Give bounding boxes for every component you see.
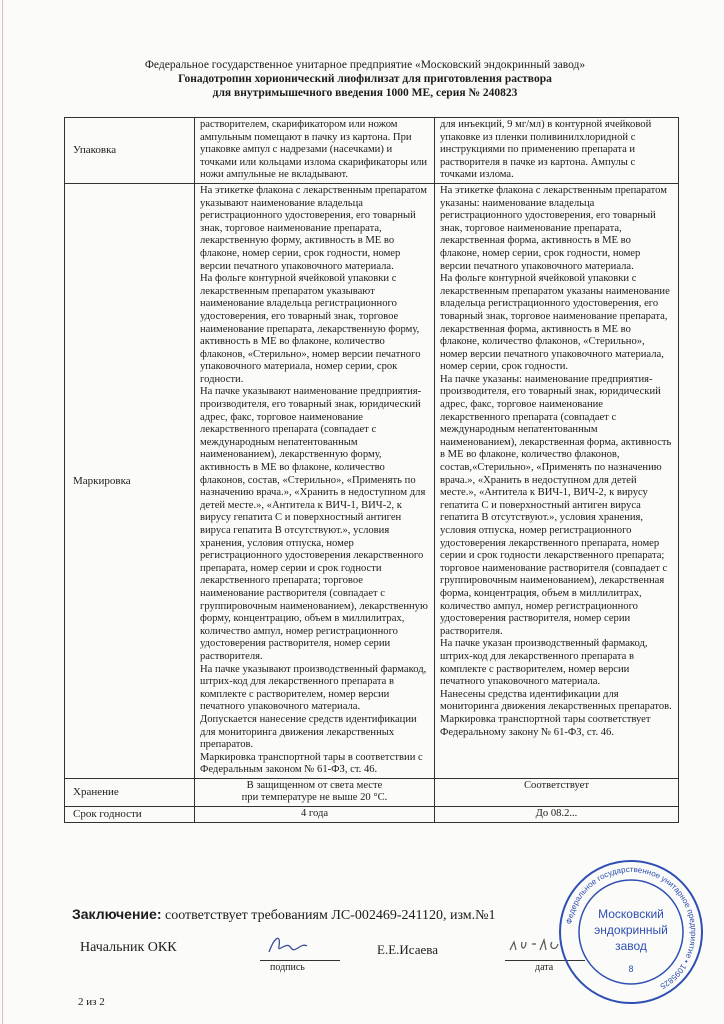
stamp-line2: эндокринный bbox=[594, 923, 668, 937]
row-label: Маркировка bbox=[65, 183, 195, 778]
paragraph: На фольге контурной ячейковой упаковки с лекарственным препаратом указаны наименование владельца регистрационного удостоверения, его товарный знак, торговое наименование препарата, лекарственная форма, активность в МЕ во флаконе, количество флаконов, «Стерильно», номер версии печатного упаковочного материала, номер серии, срок годности. bbox=[440, 273, 670, 373]
signer-position: Начальник ОКК bbox=[80, 940, 177, 955]
round-stamp bbox=[557, 858, 705, 1006]
table-row-markirovka bbox=[65, 183, 679, 778]
stamp-line1: Московский bbox=[598, 907, 664, 921]
paragraph: На пачке указывают наименование предприятия-производителя, его товарный знак, юридический адрес, факс, торговое наименование лекарственного препарата (совпадает с международным непатентованным наименованием), лекарственную форму, активность в МЕ во флаконе, количество флаконов, состав, «Стерильно», «Применять по назначению врача.», «Хранить в недоступном для детей месте.», «Антитела к ВИЧ-1, ВИЧ-2, к вирусу гепатита С и поверхностный антиген вируса гепатита В отсутствуют.», условия хранения, условия отпуска, номер регистрационного удостоверения лекарственного препарата, номер серии и срок годности лекарственного препарата; торговое наименование растворителя (совпадает с группировочным наименованием), лекарственную форму, концентрацию, объем в миллилитрах, количество ампул, номер регистрационного удостоверения растворителя, номер серии растворителя. bbox=[200, 386, 428, 662]
header-series: для внутримышечного введения 1000 МЕ, серия № 240823 bbox=[212, 87, 518, 99]
stamp-ring-text: Федеральное государственное унитарное предприятие • 1095825 bbox=[564, 864, 699, 991]
result-cell: До 08.2... bbox=[435, 807, 679, 823]
signature-line bbox=[260, 960, 340, 961]
paragraph: Маркировка транспортной тары соответствует Федеральному закону № 61-ФЗ, ст. 46. bbox=[440, 713, 651, 738]
result-cell: Соответствует bbox=[435, 778, 679, 806]
requirement-cell: растворителем, скарификатором или ножом ампульным помещают в пачку из картона. При упаковке ампул с надрезами (насечками) и точками или кольцами излома скарификаторы или ножи ампульные не вкладывают. bbox=[195, 118, 435, 184]
requirement-cell: 4 года bbox=[195, 807, 435, 823]
signer-name: Е.Е.Исаева bbox=[377, 942, 438, 957]
row-label: Срок годности bbox=[65, 807, 195, 823]
conclusion bbox=[72, 906, 496, 924]
header-organization: Федеральное государственное унитарное предприятие «Московский эндокринный завод» bbox=[144, 59, 586, 71]
paragraph: На фольге контурной ячейковой упаковки с лекарственным препаратом указывают наименование владельца регистрационного удостоверения, его товарный знак, торговое наименование препарата, лекарственную форму, активность в МЕ во флаконе, количество флаконов, «Стерильно», номер версии печатного упаковочного материала, номер серии, срок годности. bbox=[200, 273, 421, 385]
result-cell bbox=[435, 183, 679, 778]
paragraph: На пачке указан производственный фармакод, штрих-код для лекарственного препарата в комплекте с растворителем, номер версии печатного упаковочного материала. bbox=[440, 638, 648, 688]
conclusion-text: соответствует требованиям ЛС-002469-241120, изм.№1 bbox=[164, 908, 496, 923]
row-label: Упаковка bbox=[65, 118, 195, 184]
paragraph: На пачке указывают производственный фармакод, штрих-код для лекарственного препарата в комплекте с растворителем, номер версии печатного упаковочного материала. bbox=[200, 663, 427, 713]
result-cell: для инъекций, 9 мг/мл) в контурной ячейковой упаковке из пленки поливинилхлоридной с инструкциями по применению препарата и растворителя в пачке из картона. Ампулы с точками излома. bbox=[435, 118, 679, 184]
stamp-number: 8 bbox=[628, 964, 634, 974]
table-row-srok bbox=[65, 807, 679, 823]
document-header bbox=[60, 58, 670, 100]
signature-caption: подпись bbox=[270, 962, 305, 973]
row-label: Хранение bbox=[65, 778, 195, 806]
requirement-cell: В защищенном от света месте при температуре не выше 20 °С. bbox=[195, 778, 435, 806]
paragraph: На этикетке флакона с лекарственным препаратом указывают наименование владельца регистрационного удостоверения, его товарный знак, торговое наименование препарата, лекарственную форму, активность в МЕ во флаконе, номер серии, срок годности, номер версии печатного упаковочного материала. bbox=[200, 184, 427, 272]
quality-table bbox=[64, 117, 679, 823]
conclusion-label: Заключение: bbox=[72, 906, 162, 922]
header-product: Гонадотропин хорионический лиофилизат для приготовления раствора bbox=[178, 73, 552, 85]
paragraph: Маркировка транспортной тары в соответствии с Федеральным законом № 61-ФЗ, ст. 46. bbox=[200, 751, 423, 776]
handwritten-signature bbox=[265, 932, 311, 958]
page-edge-line bbox=[2, 0, 3, 1024]
requirement-cell bbox=[195, 183, 435, 778]
table-row-upakovka bbox=[65, 118, 679, 184]
table-row-hranenie bbox=[65, 778, 679, 806]
paragraph: На пачке указаны: наименование предприятия-производителя, его товарный знак, юридический адрес, факс, торговое наименование лекарственного препарата (совпадает с международным непатентованным наименованием), лекарственная форма, активность в МЕ во флаконе, количество флаконов, состав,«Стерильно», «Применять по назначению врача.», «Хранить в недоступном для детей месте.», «Антитела к ВИЧ-1, ВИЧ-2, к вирусу гепатита С и поверхностный антиген вируса гепатита В отсутствуют.», условия хранения, условия отпуска, номер регистрационного удостоверения лекарственного препарата, номер серии и срок годности лекарственного препарата; торговое наименование растворителя (совпадает с группировочным наименованием), лекарственная форма, концентрация, объем в миллилитрах, количество ампул, номер регистрационного удостоверения растворителя, номер серии растворителя. bbox=[440, 373, 672, 637]
paragraph: Допускается нанесение средств идентификации для мониторинга движения лекарственных препаратов. bbox=[200, 713, 417, 751]
paragraph: Нанесены средства идентификации для мониторинга движения лекарственных препаратов. bbox=[440, 688, 672, 713]
stamp-line3: завод bbox=[615, 939, 647, 953]
page-number: 2 из 2 bbox=[78, 996, 105, 1008]
paragraph: На этикетке флакона с лекарственным препаратом указаны: наименование владельца регистрационного удостоверения, его товарный знак, торговое наименование препарата, лекарственная форма, активность в МЕ во флаконе, номер серии, срок годности, номер версии печатного упаковочного материала. bbox=[440, 184, 667, 272]
date-caption: дата bbox=[535, 962, 554, 973]
